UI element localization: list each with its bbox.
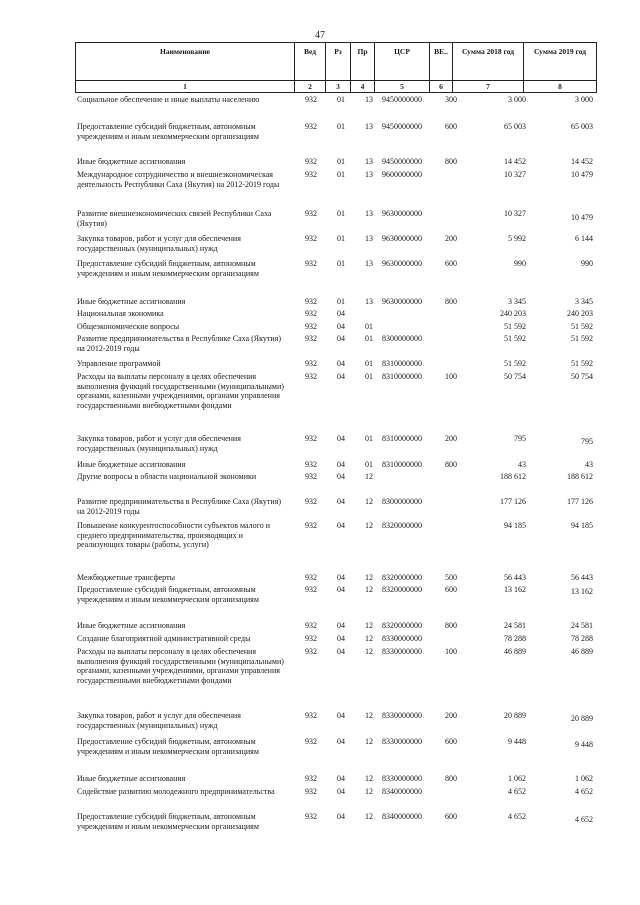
row-rz: 04 [337,497,345,506]
row-ved: 932 [305,472,317,481]
row-vr: 800 [445,621,457,630]
row-sum-2019: 240 203 [567,309,593,318]
row-vr: 600 [445,259,457,268]
row-sum-2018: 177 126 [500,497,526,506]
row-csr: 8340000000 [382,787,422,796]
row-sum-2019: 51 592 [571,322,593,331]
row-rz: 04 [337,309,345,318]
row-sum-2018: 46 889 [504,647,526,656]
row-vr: 800 [445,297,457,306]
row-csr: 8330000000 [382,634,422,643]
row-pr: 13 [365,297,373,306]
row-name: Управление программой [77,359,161,368]
row-rz: 04 [337,711,345,720]
row-name: Межбюджетные трансферты [77,573,175,582]
row-ved: 932 [305,812,317,821]
row-rz: 04 [337,472,345,481]
row-rz: 04 [337,334,345,343]
row-ved: 932 [305,209,317,218]
row-sum-2018: 13 162 [504,585,526,594]
row-csr: 8330000000 [382,737,422,746]
row-sum-2018: 9 448 [508,737,526,746]
row-vr: 800 [445,774,457,783]
row-vr: 500 [445,573,457,582]
row-rz: 04 [337,322,345,331]
row-ved: 932 [305,122,317,131]
row-sum-2019: 177 126 [567,497,593,506]
header-num-3: 3 [326,81,351,93]
row-ved: 932 [305,774,317,783]
row-csr: 9630000000 [382,209,422,218]
row-ved: 932 [305,585,317,594]
row-name: Международное сотрудничество и внешнеэкономическая деятельность Республики Саха (Якутия) на 2012-2019 годы [77,170,280,189]
row-sum-2019: 10 479 [571,213,593,222]
row-sum-2019: 46 889 [571,647,593,656]
row-sum-2018: 4 652 [508,812,526,821]
row-ved: 932 [305,434,317,443]
row-ved: 932 [305,297,317,306]
row-vr: 200 [445,434,457,443]
row-sum-2018: 3 000 [508,95,526,104]
row-csr: 9450000000 [382,95,422,104]
row-csr: 8320000000 [382,585,422,594]
row-ved: 932 [305,634,317,643]
row-sum-2019: 188 612 [567,472,593,481]
row-pr: 13 [365,157,373,166]
row-ved: 932 [305,95,317,104]
row-pr: 12 [365,774,373,783]
row-pr: 01 [365,372,373,381]
row-name: Социальное обеспечение и иные выплаты населению [77,95,260,104]
row-rz: 01 [337,259,345,268]
row-csr: 8320000000 [382,573,422,582]
row-ved: 932 [305,157,317,166]
row-vr: 100 [445,647,457,656]
row-sum-2018: 188 612 [500,472,526,481]
row-sum-2019: 24 581 [571,621,593,630]
row-rz: 01 [337,234,345,243]
row-name: Содействие развитию молодежного предпринимательства [77,787,275,796]
header-num-4: 4 [351,81,375,93]
row-rz: 04 [337,460,345,469]
row-sum-2018: 51 592 [504,359,526,368]
row-pr: 12 [365,787,373,796]
row-sum-2019: 13 162 [571,587,593,596]
row-sum-2019: 9 448 [575,740,593,749]
header-ved: Вед [295,43,326,81]
row-ved: 932 [305,737,317,746]
row-csr: 9630000000 [382,297,422,306]
row-sum-2019: 4 652 [575,787,593,796]
row-sum-2019: 78 288 [571,634,593,643]
row-csr: 9450000000 [382,122,422,131]
row-rz: 04 [337,647,345,656]
row-ved: 932 [305,497,317,506]
row-name: Создание благоприятной административной среды [77,634,251,643]
row-rz: 01 [337,170,345,179]
row-ved: 932 [305,334,317,343]
row-pr: 13 [365,259,373,268]
row-pr: 13 [365,122,373,131]
row-csr: 9600000000 [382,170,422,179]
row-sum-2018: 795 [514,434,526,443]
row-rz: 04 [337,359,345,368]
row-pr: 12 [365,711,373,720]
row-ved: 932 [305,322,317,331]
row-csr: 8320000000 [382,621,422,630]
row-sum-2018: 990 [514,259,526,268]
header-num-7: 7 [453,81,524,93]
row-rz: 01 [337,122,345,131]
row-rz: 04 [337,434,345,443]
row-ved: 932 [305,573,317,582]
row-pr: 12 [365,573,373,582]
row-ved: 932 [305,460,317,469]
row-name: Иные бюджетные ассигнования [77,297,186,306]
row-rz: 04 [337,634,345,643]
row-csr: 8330000000 [382,711,422,720]
row-csr: 8300000000 [382,497,422,506]
row-name: Развитие предпринимательства в Республике Саха (Якутия) на 2012-2019 годы [77,497,281,516]
row-csr: 9630000000 [382,234,422,243]
row-csr: 9630000000 [382,259,422,268]
row-pr: 13 [365,95,373,104]
row-name: Развитие предпринимательства в Республике Саха (Якутия) на 2012-2019 годы [77,334,281,353]
header-sum-2018: Сумма 2018 год [453,43,524,81]
row-sum-2018: 56 443 [504,573,526,582]
row-name: Расходы на выплаты персоналу в целях обеспечения выполнения функций государственными (муниципальными) органами, казенными учреждениями, органами управления государственными внебюджетными фондами [77,372,284,410]
row-ved: 932 [305,787,317,796]
row-pr: 12 [365,472,373,481]
row-sum-2018: 14 452 [504,157,526,166]
header-num-2: 2 [295,81,326,93]
row-pr: 12 [365,521,373,530]
header-vr: ВЕ.. [430,43,453,81]
row-sum-2019: 795 [581,437,593,446]
row-sum-2018: 50 754 [504,372,526,381]
row-rz: 01 [337,209,345,218]
row-sum-2019: 14 452 [571,157,593,166]
row-sum-2019: 10 479 [571,170,593,179]
row-name: Предоставление субсидий бюджетным, автономным учреждениям и иным некоммерческим организациям [77,259,259,278]
row-name: Закупка товаров, работ и услуг для обеспечения государственных (муниципальных) нужд [77,234,241,253]
row-name: Иные бюджетные ассигнования [77,157,186,166]
row-ved: 932 [305,170,317,179]
header-name: Наименование [76,43,295,81]
row-pr: 13 [365,170,373,179]
row-pr: 12 [365,497,373,506]
row-rz: 01 [337,95,345,104]
row-name: Развитие внешнеэкономических связей Республики Саха (Якутия) [77,209,272,228]
row-rz: 01 [337,297,345,306]
row-pr: 01 [365,460,373,469]
page-number: 47 [315,30,325,41]
header-num-6: 6 [430,81,453,93]
row-pr: 01 [365,359,373,368]
row-rz: 01 [337,157,345,166]
row-vr: 200 [445,711,457,720]
row-name: Общеэкономические вопросы [77,322,180,331]
header-rz: Рз [326,43,351,81]
row-sum-2018: 10 327 [504,170,526,179]
header-csr: ЦСР [375,43,430,81]
header-sum-2019: Сумма 2019 год [524,43,597,81]
row-name: Закупка товаров, работ и услуг для обеспечения государственных (муниципальных) нужд [77,711,241,730]
row-sum-2018: 5 992 [508,234,526,243]
row-csr: 8320000000 [382,521,422,530]
row-pr: 12 [365,647,373,656]
row-pr: 12 [365,634,373,643]
row-vr: 600 [445,122,457,131]
table-header [75,42,597,93]
row-rz: 04 [337,521,345,530]
row-name: Другие вопросы в области национальной экономики [77,472,257,481]
row-name: Предоставление субсидий бюджетным, автономным учреждениям и иным некоммерческим организациям [77,737,259,756]
row-name: Предоставление субсидий бюджетным, автономным учреждениям и иным некоммерческим организациям [77,812,259,831]
row-pr: 01 [365,322,373,331]
row-csr: 8340000000 [382,812,422,821]
row-sum-2019: 50 754 [571,372,593,381]
row-sum-2018: 51 592 [504,334,526,343]
row-vr: 100 [445,372,457,381]
row-ved: 932 [305,621,317,630]
row-vr: 200 [445,234,457,243]
row-ved: 932 [305,234,317,243]
row-sum-2019: 43 [585,460,593,469]
row-pr: 12 [365,737,373,746]
row-ved: 932 [305,359,317,368]
row-sum-2019: 65 003 [571,122,593,131]
row-sum-2019: 56 443 [571,573,593,582]
row-pr: 13 [365,209,373,218]
row-pr: 12 [365,585,373,594]
row-ved: 932 [305,259,317,268]
row-rz: 04 [337,812,345,821]
row-vr: 600 [445,585,457,594]
row-pr: 01 [365,434,373,443]
row-sum-2018: 10 327 [504,209,526,218]
header-num-5: 5 [375,81,430,93]
row-rz: 04 [337,737,345,746]
row-vr: 300 [445,95,457,104]
row-ved: 932 [305,372,317,381]
row-rz: 04 [337,573,345,582]
row-vr: 800 [445,460,457,469]
row-sum-2019: 1 062 [575,774,593,783]
row-ved: 932 [305,711,317,720]
header-pr: Пр [351,43,375,81]
row-rz: 04 [337,372,345,381]
row-name: Расходы на выплаты персоналу в целях обеспечения выполнения функций государственными (муниципальными) органами, казенными учреждениями, органами управления государственными внебюджетными фондами [77,647,284,685]
row-sum-2019: 51 592 [571,334,593,343]
row-rz: 04 [337,787,345,796]
row-sum-2019: 6 144 [575,234,593,243]
row-sum-2018: 3 345 [508,297,526,306]
row-pr: 01 [365,334,373,343]
row-sum-2018: 1 062 [508,774,526,783]
row-rz: 04 [337,774,345,783]
row-sum-2019: 51 592 [571,359,593,368]
row-pr: 12 [365,812,373,821]
row-name: Предоставление субсидий бюджетным, автономным учреждениям и иным некоммерческим организациям [77,122,259,141]
row-sum-2019: 3 345 [575,297,593,306]
row-sum-2018: 78 288 [504,634,526,643]
row-sum-2019: 3 000 [575,95,593,104]
row-sum-2018: 24 581 [504,621,526,630]
row-sum-2019: 20 889 [571,714,593,723]
row-rz: 04 [337,585,345,594]
row-sum-2018: 4 652 [508,787,526,796]
row-csr: 9450000000 [382,157,422,166]
row-sum-2018: 94 185 [504,521,526,530]
row-name: Иные бюджетные ассигнования [77,774,186,783]
row-sum-2018: 20 889 [504,711,526,720]
row-pr: 12 [365,621,373,630]
row-sum-2018: 43 [518,460,526,469]
row-csr: 8310000000 [382,460,422,469]
row-csr: 8330000000 [382,774,422,783]
row-vr: 600 [445,812,457,821]
row-name: Повышение конкурентоспособности субъектов малого и среднего предпринимательства, производящих и реализующих товары (работы, услуги) [77,521,271,549]
row-vr: 600 [445,737,457,746]
row-ved: 932 [305,647,317,656]
row-pr: 13 [365,234,373,243]
row-sum-2018: 240 203 [500,309,526,318]
header-num-1: 1 [76,81,295,93]
row-csr: 8310000000 [382,434,422,443]
row-sum-2019: 990 [581,259,593,268]
row-rz: 04 [337,621,345,630]
row-sum-2018: 51 592 [504,322,526,331]
header-num-8: 8 [524,81,597,93]
row-sum-2019: 94 185 [571,521,593,530]
row-csr: 8310000000 [382,359,422,368]
row-vr: 800 [445,157,457,166]
row-name: Иные бюджетные ассигнования [77,621,186,630]
row-csr: 8330000000 [382,647,422,656]
row-csr: 8310000000 [382,372,422,381]
row-name: Закупка товаров, работ и услуг для обеспечения государственных (муниципальных) нужд [77,434,241,453]
row-csr: 8300000000 [382,334,422,343]
row-name: Национальная экономика [77,309,164,318]
row-sum-2018: 65 003 [504,122,526,131]
row-sum-2019: 4 652 [575,815,593,824]
row-ved: 932 [305,309,317,318]
row-name: Предоставление субсидий бюджетным, автономным учреждениям и иным некоммерческим организациям [77,585,259,604]
row-name: Иные бюджетные ассигнования [77,460,186,469]
row-ved: 932 [305,521,317,530]
